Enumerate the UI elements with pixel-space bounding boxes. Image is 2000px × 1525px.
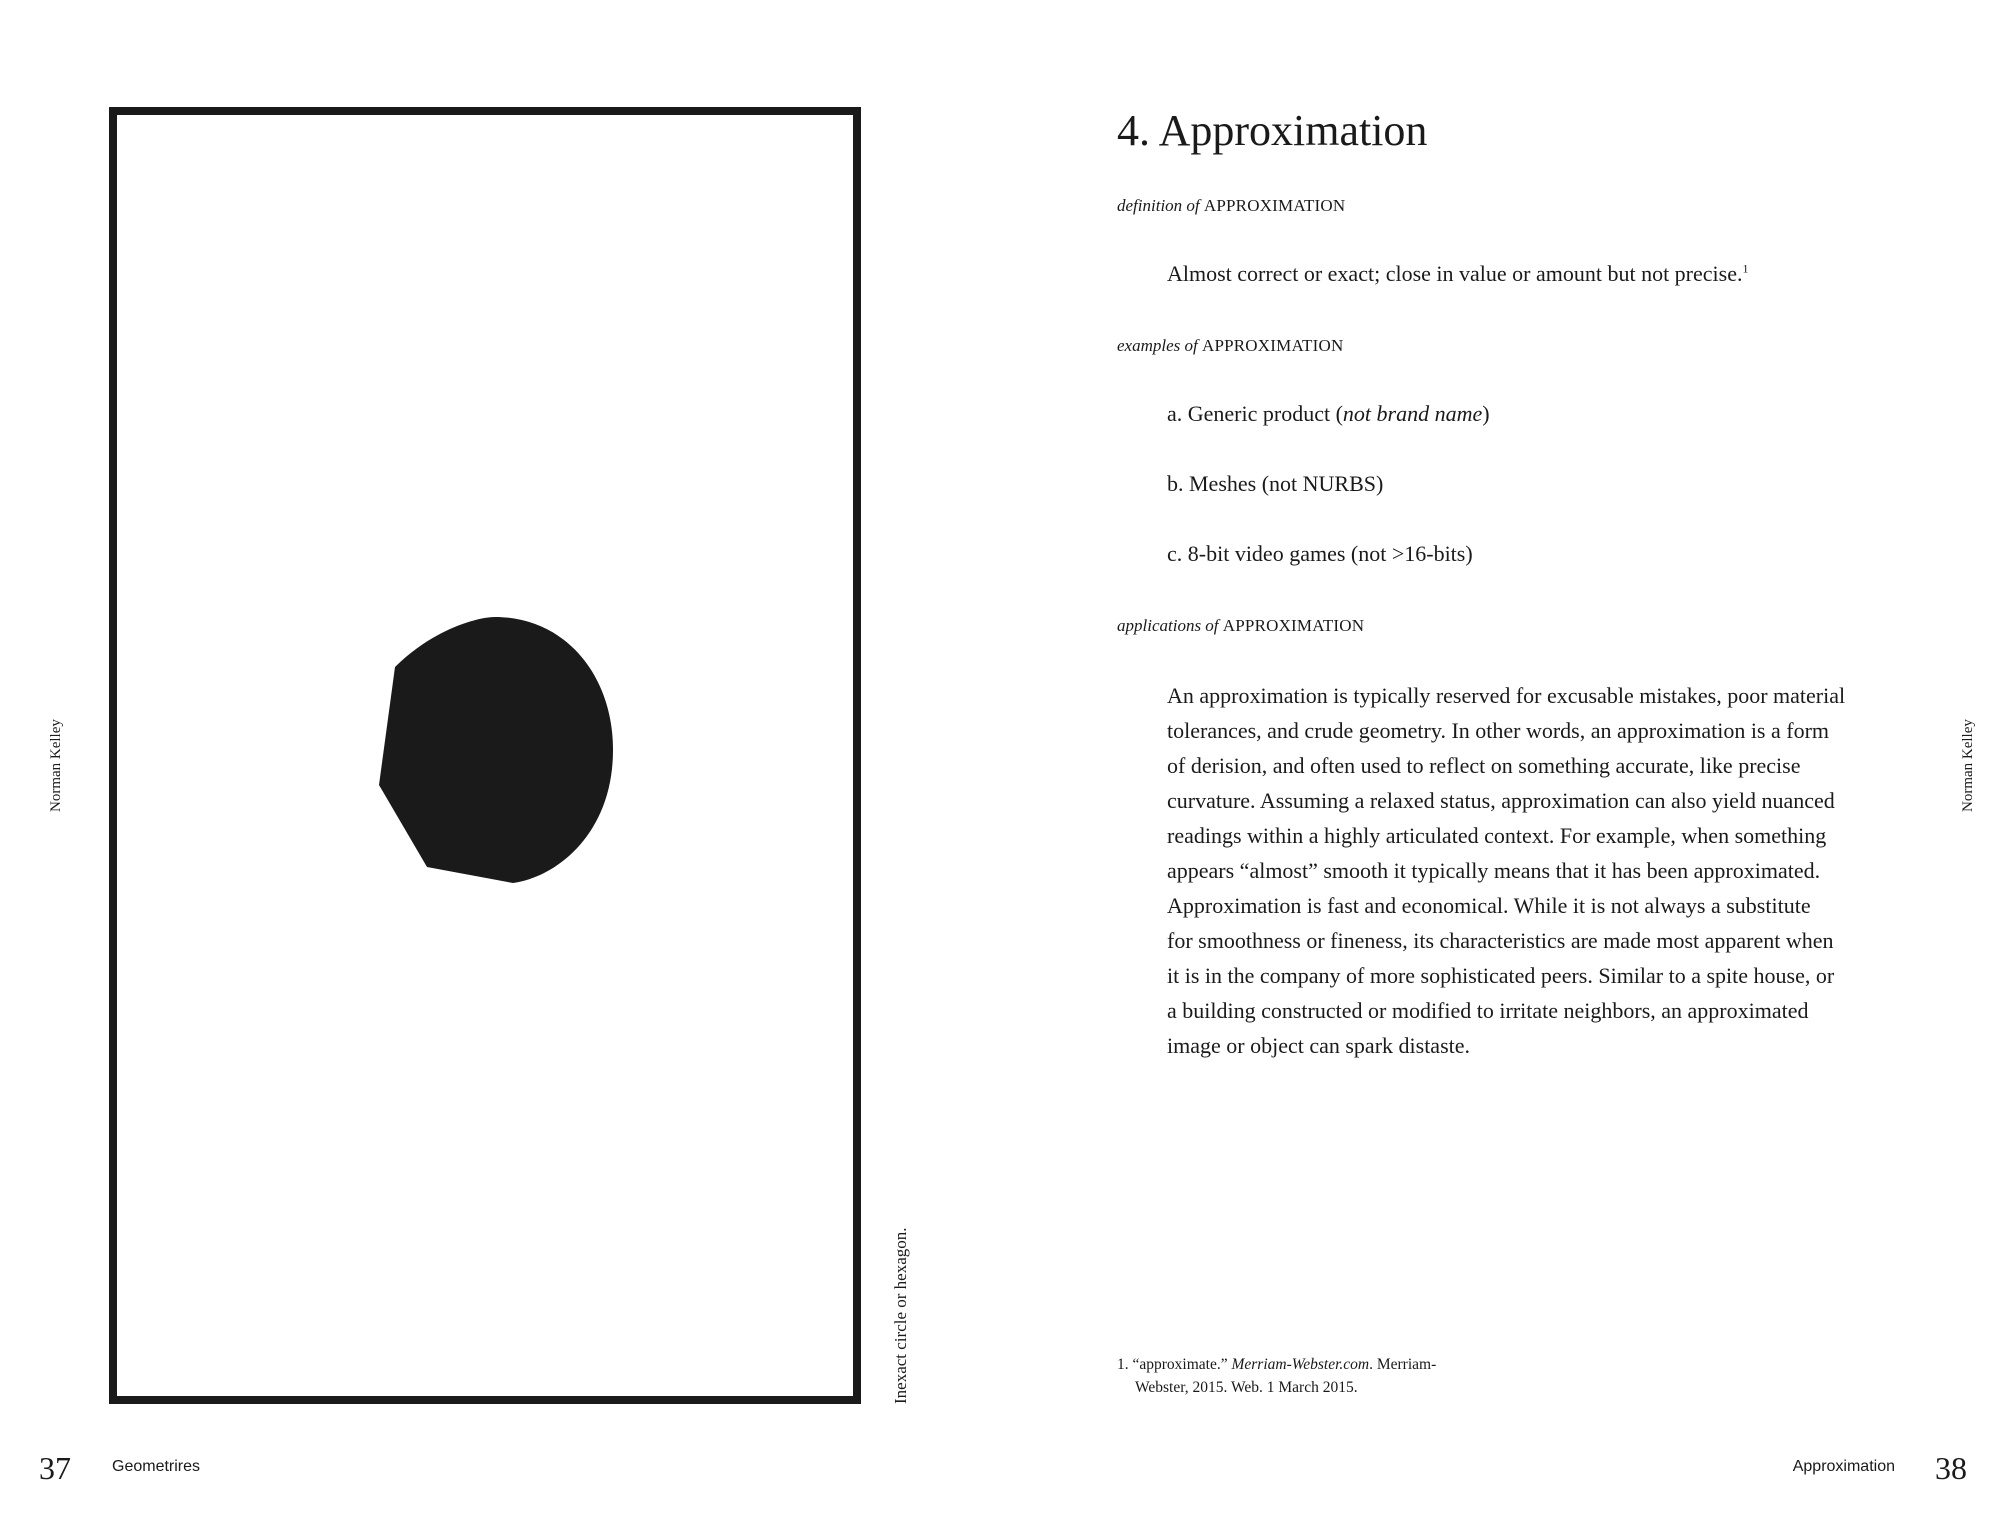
examples-label-lead: examples of (1117, 336, 1198, 355)
paragraph-line: tolerances, and crude geometry. In other words, an approximation is a form (1167, 718, 1830, 743)
paragraph-line: a building constructed or modified to irritate neighbors, an approximated (1167, 998, 1809, 1023)
inexact-circle-figure (117, 115, 853, 1396)
example-emphasis: not brand name (1342, 401, 1483, 426)
figure-caption: Inexact circle or hexagon. (891, 1227, 910, 1404)
applications-label (1117, 616, 1364, 636)
applications-label-lead: applications of (1117, 616, 1219, 635)
applications-label-term: APPROXIMATION (1222, 616, 1365, 635)
example-item (1167, 541, 1473, 567)
figure-frame (109, 107, 861, 1404)
applications-paragraph (1167, 678, 1907, 1063)
running-author-right: Norman Kelley (1960, 719, 1976, 812)
running-title-right: Approximation (1792, 1458, 1895, 1475)
paragraph-line: Approximation is fast and economical. While it is not always a substitute (1167, 893, 1811, 918)
footnote-line (1117, 1353, 1436, 1376)
footnote-prefix: 1. “approximate.” (1117, 1356, 1232, 1373)
paragraph-line: curvature. Assuming a relaxed status, approximation can also yield nuanced (1167, 788, 1835, 813)
running-title-left: Geometrires (112, 1458, 201, 1475)
page-number-left: 37 (39, 1450, 71, 1486)
page-number-right: 38 (1935, 1450, 1967, 1486)
paragraph-line: readings within a highly articulated context. For example, when something (1167, 823, 1827, 848)
footnote-reference: 1 (1742, 261, 1749, 276)
running-author-left: Norman Kelley (48, 719, 64, 812)
footnote-line: Webster, 2015. Web. 1 March 2015. (1135, 1379, 1358, 1396)
example-item (1167, 401, 1490, 427)
paragraph-line: appears “almost” smooth it typically means that it has been approximated. (1167, 858, 1821, 883)
definition-body: Almost correct or exact; close in value or amount but not precise. (1167, 261, 1743, 286)
examples-label (1117, 336, 1343, 356)
section-title: 4. Approximation (1117, 106, 1428, 155)
paragraph-line: it is in the company of more sophisticated peers. Similar to a spite house, or (1167, 963, 1835, 988)
example-suffix: ) (1482, 401, 1490, 426)
paragraph-line: for smoothness or fineness, its characteristics are made most apparent when (1167, 928, 1834, 953)
examples-label-term: APPROXIMATION (1201, 336, 1344, 355)
footnote (1117, 1353, 1436, 1399)
definition-label-term: APPROXIMATION (1203, 196, 1346, 215)
paragraph-line: An approximation is typically reserved for excusable mistakes, poor material (1167, 683, 1846, 708)
footnote-suffix: . Merriam- (1369, 1356, 1437, 1373)
paragraph-line: of derision, and often used to reflect on something accurate, like precise (1167, 753, 1801, 778)
example-item (1167, 471, 1383, 497)
paragraph-line: image or object can spark distaste. (1167, 1033, 1471, 1058)
footnote-source: Merriam-Webster.com (1231, 1356, 1370, 1373)
example-prefix: a. Generic product ( (1167, 401, 1343, 426)
definition-label (1117, 196, 1345, 216)
definition-text (1167, 261, 1748, 287)
inexact-circle-shape (379, 617, 613, 883)
example-prefix: b. Meshes (not NURBS) (1167, 471, 1384, 496)
definition-label-lead: definition of (1117, 196, 1200, 215)
example-prefix: c. 8-bit video games (not >16-bits) (1167, 541, 1473, 566)
